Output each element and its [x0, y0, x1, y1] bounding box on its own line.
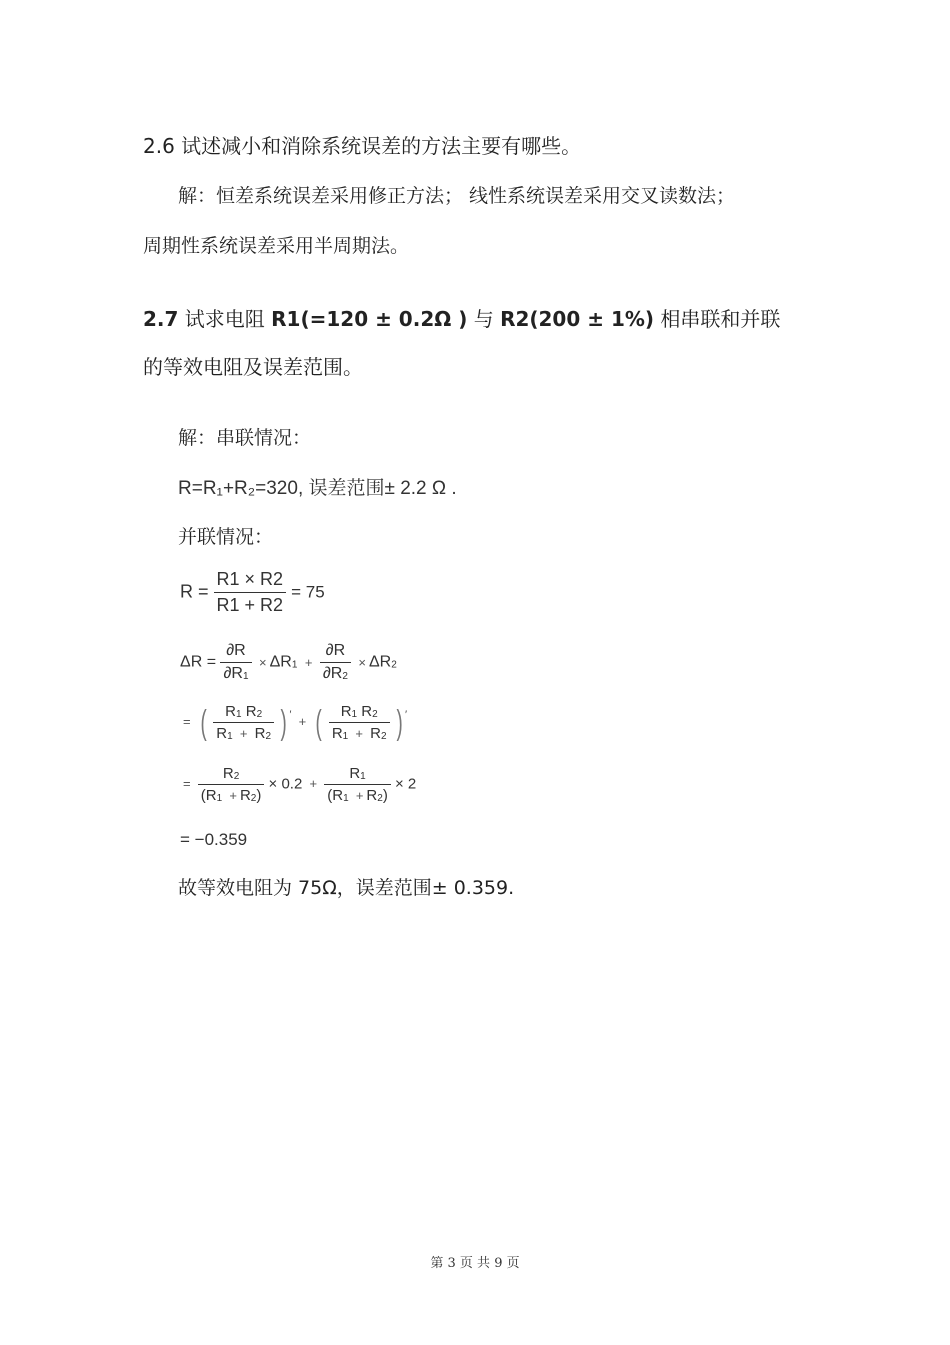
answer-2-6-line1: 解：恒差系统误差采用修正方法； 线性系统误差采用交叉读数法；	[178, 185, 736, 207]
question-2-7-line2: 的等效电阻及误差范围。	[143, 355, 363, 379]
resistor-r1: R1(=120 ± 0.2Ω )	[271, 307, 468, 331]
eq2-partial-2-num: ∂R	[325, 642, 346, 659]
parallel-label: 并联情况：	[178, 526, 274, 548]
r: R	[225, 703, 236, 720]
eq2-partial-1-den-text: ∂R	[223, 665, 243, 682]
r: R	[366, 787, 378, 804]
right-paren: )	[396, 703, 403, 742]
r: R	[340, 703, 352, 720]
question-text-1: 试求电阻	[178, 307, 272, 331]
r: R	[349, 765, 361, 782]
answer-2-6-line2: 周期性系统误差采用半周期法。	[143, 235, 410, 257]
eq1-lhs: R =	[180, 581, 209, 602]
sub-1: 1	[216, 793, 223, 804]
eq4-value-1: × 0.2	[268, 775, 303, 793]
eq2-partial-1-num: ∂R	[226, 642, 246, 659]
error-result: = −0.359	[180, 830, 248, 849]
eq2-partial-2-den	[320, 662, 351, 683]
eq3-num-2	[338, 703, 381, 722]
sub-2: 2	[381, 731, 387, 742]
eq1-denominator: R1 + R2	[214, 592, 287, 616]
r: R	[370, 725, 382, 742]
numeric-substitution	[180, 765, 416, 804]
eq4-den-1: (R1 + R2)	[198, 784, 265, 804]
series-label: 解：串联情况：	[178, 427, 312, 449]
eq1-fraction	[214, 569, 287, 616]
sub-1: 1	[360, 771, 366, 782]
eq3-den-1	[213, 722, 274, 742]
prime-mark: ′	[405, 709, 407, 721]
page-footer: 第 3 页 共 9 页	[430, 1256, 520, 1271]
eq4-num-2	[346, 765, 368, 784]
sub-2: 2	[372, 709, 378, 720]
plus-sign: +	[229, 788, 237, 803]
resistor-r2: R2(200 ± 1%)	[500, 307, 655, 331]
question-2-7-title	[143, 303, 780, 332]
eq1-result: = 75	[291, 582, 325, 602]
sub-1: 1	[227, 731, 233, 742]
sub-2: 2	[391, 659, 397, 671]
sub-2: 2	[233, 771, 240, 782]
r: R	[216, 725, 228, 742]
error-propagation-formula	[180, 642, 397, 683]
plus-sign: +	[239, 726, 248, 741]
sub-2: 2	[256, 709, 263, 720]
times-sign: ×	[258, 654, 267, 670]
eq2-partial-1	[220, 642, 251, 683]
prime-mark: ′	[289, 709, 292, 721]
sub-1: 1	[242, 671, 249, 682]
sub-1: 1	[351, 709, 358, 720]
plus-sign: +	[309, 776, 318, 792]
sub-2: 2	[265, 731, 272, 742]
eq4-fraction-2	[324, 765, 391, 804]
eq2-lhs: ΔR =	[180, 653, 217, 671]
plus-sign: +	[355, 788, 364, 803]
eq4-value-2: × 2	[394, 775, 417, 793]
eq1-numerator: R1 × R2	[216, 569, 284, 589]
eq3-fraction-2	[329, 703, 390, 742]
delta-r2: ΔR	[368, 653, 392, 671]
question-text-2: 与	[467, 307, 501, 331]
eq2-partial-2	[320, 642, 351, 683]
conclusion: 故等效电阻为 75Ω，误差范围± 0.359.	[178, 877, 515, 899]
sub-1: 1	[235, 709, 242, 720]
eq4-den-2: (R1 + R2)	[324, 784, 391, 804]
plus-sign: +	[355, 726, 363, 741]
r: R	[332, 787, 344, 804]
eq3-num-1	[222, 703, 265, 722]
eq4-num-1	[220, 765, 242, 784]
eq2-partial-2-den-text: ∂R	[322, 665, 343, 682]
times-sign: ×	[358, 654, 366, 670]
left-paren: (	[200, 703, 207, 742]
eq2-partial-1-den	[220, 662, 251, 683]
sub-2: 2	[250, 793, 257, 804]
r: R	[222, 765, 234, 782]
r: R	[205, 787, 217, 804]
question-number: 2.7	[143, 307, 179, 331]
r: R	[361, 703, 373, 720]
right-paren: )	[280, 703, 287, 742]
left-paren: (	[315, 703, 323, 742]
eq3-fraction-1	[213, 703, 274, 742]
parallel-resistance-formula	[180, 569, 325, 616]
partial-derivative-expansion	[180, 703, 407, 742]
r: R	[254, 725, 266, 742]
series-equation: R=R₁+R₂=320, 误差范围± 2.2 Ω .	[178, 478, 457, 499]
delta-r1: ΔR	[269, 653, 292, 671]
sub-1: 1	[291, 659, 298, 671]
r: R	[331, 725, 343, 742]
sub-1: 1	[343, 793, 349, 804]
r: R	[239, 787, 251, 804]
question-text-3: 相串联和并联	[654, 307, 781, 331]
sub-2: 2	[342, 671, 348, 682]
eq3-den-2	[329, 722, 390, 742]
equals-sign: =	[183, 714, 191, 730]
plus-sign: +	[304, 654, 313, 670]
sub-2: 2	[377, 793, 383, 804]
plus-sign: +	[298, 714, 307, 730]
question-2-6-title: 2.6 试述减小和消除系统误差的方法主要有哪些。	[143, 134, 582, 158]
sub-1: 1	[342, 731, 349, 742]
eq4-fraction-1	[198, 765, 265, 804]
r: R	[245, 703, 257, 720]
equals-sign: =	[183, 776, 191, 792]
